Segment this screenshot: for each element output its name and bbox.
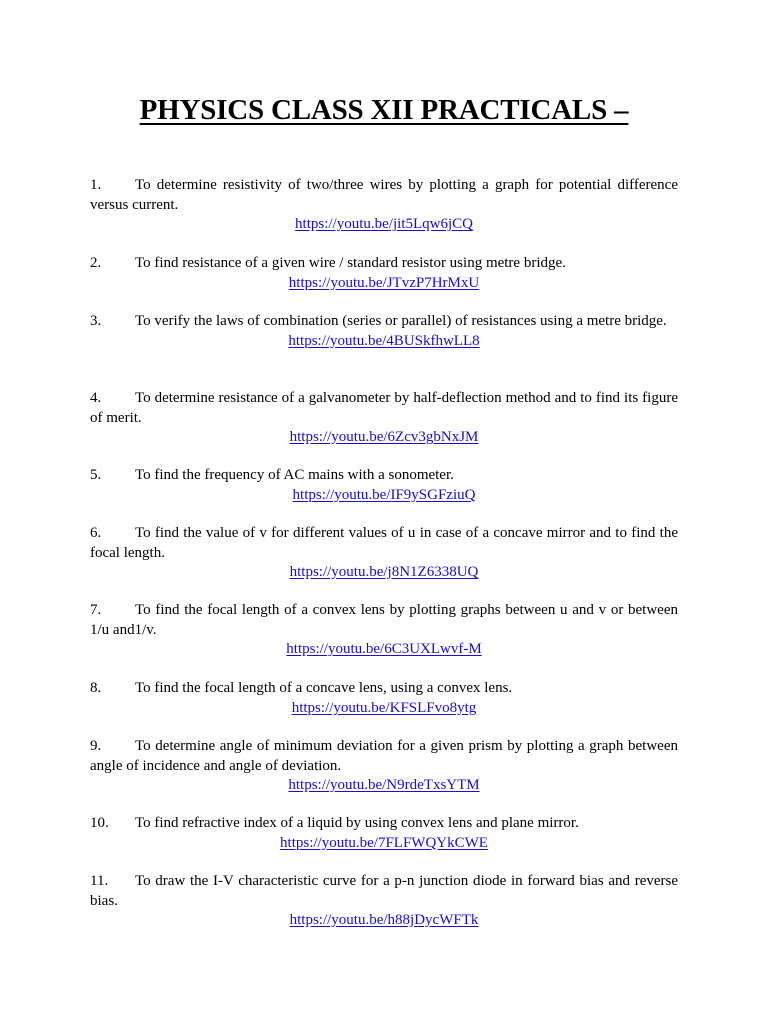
item-text: To verify the laws of combination (series or parallel) of resistances using a metre bridge. bbox=[135, 313, 667, 329]
item-text: To determine resistance of a galvanometer by half-deflection method and to find its figure of merit. bbox=[90, 390, 678, 426]
item-number: 3. bbox=[90, 313, 102, 329]
video-link[interactable]: https://youtu.be/6C3UXLwvf-M bbox=[286, 641, 482, 657]
item-text: To find refractive index of a liquid by using convex lens and plane mirror. bbox=[135, 815, 579, 831]
item-number: 1. bbox=[90, 177, 102, 193]
item-text: To find resistance of a given wire / standard resistor using metre bridge. bbox=[135, 255, 566, 271]
list-item bbox=[90, 176, 678, 235]
video-link[interactable]: https://youtu.be/JTvzP7HrMxU bbox=[288, 274, 480, 291]
item-text: To find the focal length of a convex lens by plotting graphs between u and v or between 1/u and1/v. bbox=[90, 602, 678, 638]
list-item bbox=[90, 679, 678, 718]
list-item bbox=[90, 254, 678, 293]
item-text: To find the focal length of a concave lens, using a convex lens. bbox=[135, 680, 513, 696]
item-number: 2. bbox=[90, 255, 102, 271]
page-title: PHYSICS CLASS XII PRACTICALS – bbox=[139, 94, 629, 126]
video-link[interactable]: https://youtu.be/4BUSkfhwLL8 bbox=[288, 332, 480, 349]
item-number: 9. bbox=[90, 738, 102, 754]
item-number: 5. bbox=[90, 467, 102, 483]
video-link[interactable]: https://youtu.be/IF9ySGFziuQ bbox=[292, 486, 476, 503]
list-item bbox=[90, 389, 678, 448]
item-text: To determine angle of minimum deviation for a given prism by plotting a graph between angle of incidence and angle of deviation. bbox=[90, 738, 678, 774]
list-item bbox=[90, 524, 678, 583]
item-text: To draw the I-V characteristic curve for a p-n junction diode in forward bias and reverse bias. bbox=[90, 873, 678, 909]
list-item bbox=[90, 312, 678, 351]
item-text: To find the frequency of AC mains with a sonometer. bbox=[135, 467, 454, 483]
list-item bbox=[90, 466, 678, 505]
list-item bbox=[90, 737, 678, 796]
list-item bbox=[90, 814, 678, 853]
video-link[interactable]: https://youtu.be/h88jDycWFTk bbox=[289, 912, 479, 928]
video-link[interactable]: https://youtu.be/KFSLFvo8ytg bbox=[291, 699, 477, 716]
item-number: 11. bbox=[90, 873, 109, 889]
item-number: 7. bbox=[90, 602, 102, 618]
video-link[interactable]: https://youtu.be/jit5Lqw6jCQ bbox=[295, 216, 473, 232]
list-item bbox=[90, 601, 678, 660]
video-link[interactable]: https://youtu.be/6Zcv3gbNxJM bbox=[289, 429, 479, 445]
list-item bbox=[90, 872, 678, 931]
item-number: 4. bbox=[90, 390, 102, 406]
video-link[interactable]: https://youtu.be/N9rdeTxsYTM bbox=[288, 777, 480, 793]
item-number: 6. bbox=[90, 525, 102, 541]
video-link[interactable]: https://youtu.be/j8N1Z6338UQ bbox=[289, 564, 479, 580]
item-number: 10. bbox=[90, 815, 109, 831]
item-number: 8. bbox=[90, 680, 102, 696]
item-text: To find the value of v for different values of u in case of a concave mirror and to find the focal length. bbox=[90, 525, 678, 561]
item-text: To determine resistivity of two/three wires by plotting a graph for potential difference versus current. bbox=[90, 177, 678, 213]
video-link[interactable]: https://youtu.be/7FLFWQYkCWE bbox=[280, 834, 488, 851]
